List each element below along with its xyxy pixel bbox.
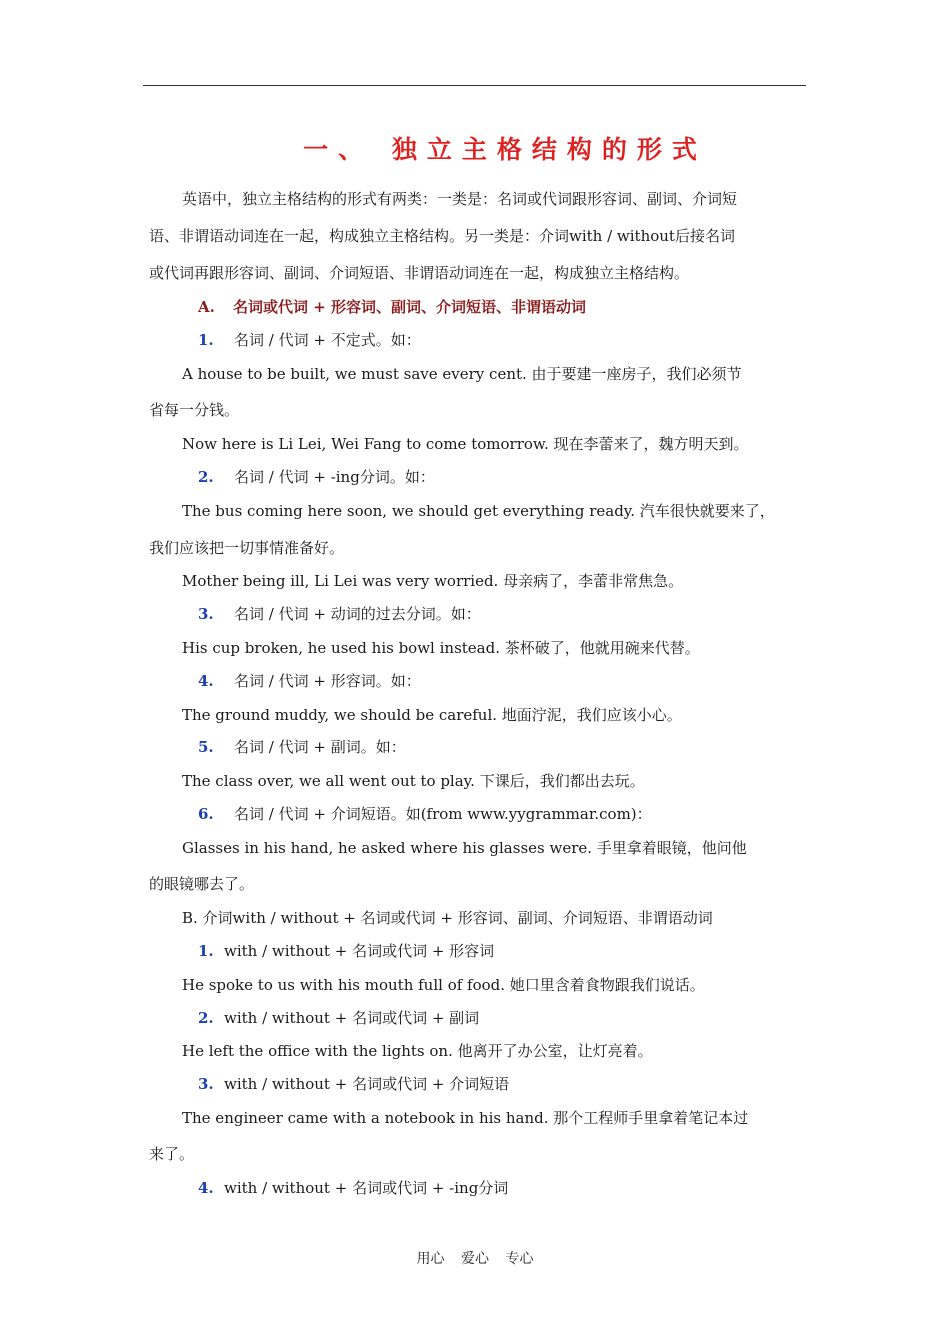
section-a-heading [198,296,586,318]
example-line: 的眼镜哪去了。 [149,875,255,893]
b-item-1 [198,940,494,962]
item-rule: with / without + 名词或代词 + 副词 [224,1009,480,1027]
example-line: 来了。 [149,1145,195,1163]
example-line: The engineer came with a notebook in his hand. 那个工程师手里拿着笔记本过 [182,1109,749,1127]
section-a-text: 名词或代词 + 形容词、副词、介词短语、非谓语动词 [233,298,587,316]
item-rule: 名词 / 代词 + 动词的过去分词。如： [234,605,481,623]
page-title: 一、 独立主格结构的形式 [303,135,707,164]
b-item-2 [198,1007,479,1029]
b-item-3 [198,1073,509,1095]
a-item-6 [198,803,652,825]
item-number: 2. [198,468,214,486]
example-line: His cup broken, he used his bowl instead. 茶杯破了，他就用碗来代替。 [182,639,700,657]
a-item-2 [198,466,435,488]
item-rule: with / without + 名词或代词 + 介词短语 [224,1075,510,1093]
item-number: 1. [198,331,214,349]
b-item-4 [198,1177,508,1199]
item-rule: with / without + 名词或代词 + 形容词 [224,942,495,960]
item-rule: 名词 / 代词 + 不定式。如： [234,331,421,349]
item-rule: 名词 / 代词 + 形容词。如： [234,672,421,690]
item-rule: 名词 / 代词 + -ing分词。如： [234,468,435,486]
example-line: 我们应该把一切事情准备好。 [149,539,345,557]
item-number: 6. [198,805,214,823]
page-footer: 用心 爱心 专心 [416,1251,534,1267]
item-number: 2. [198,1009,214,1027]
a-item-5 [198,736,406,758]
example-line: Mother being ill, Li Lei was very worried. 母亲病了，李蕾非常焦急。 [182,572,684,590]
item-rule: 名词 / 代词 + 介词短语。如(from www.yygrammar.com)： [234,805,652,823]
intro-line-1: 英语中，独立主格结构的形式有两类：一类是：名词或代词跟形容词、副词、介词短 [182,190,738,208]
intro-line-2: 语、非谓语动词连在一起，构成独立主格结构。另一类是：介词with / without后接名词 [149,227,735,245]
example-line: He spoke to us with his mouth full of food. 她口里含着食物跟我们说话。 [182,976,705,994]
item-number: 4. [198,672,214,690]
a-item-3 [198,603,481,625]
example-line: He left the office with the lights on. 他离开了办公室，让灯亮着。 [182,1042,653,1060]
example-line: The class over, we all went out to play. 下课后，我们都出去玩。 [182,772,645,790]
example-line: Now here is Li Lei, Wei Fang to come tomorrow. 现在李蕾来了，魏方明天到。 [182,435,749,453]
item-number: 4. [198,1179,214,1197]
example-line: The bus coming here soon, we should get everything ready. 汽车很快就要来了， [182,502,775,520]
example-line: 省每一分钱。 [149,401,240,419]
item-number: 3. [198,605,214,623]
item-number: 3. [198,1075,214,1093]
section-b-heading: B. 介词with / without + 名词或代词 + 形容词、副词、介词短语、非谓语动词 [182,909,713,927]
intro-line-3: 或代词再跟形容词、副词、介词短语、非谓语动词连在一起，构成独立主格结构。 [149,264,690,282]
a-item-4 [198,670,421,692]
example-line: Glasses in his hand, he asked where his glasses were. 手里拿着眼镜，他问他 [182,839,747,857]
item-number: 1. [198,942,214,960]
item-rule: with / without + 名词或代词 + -ing分词 [224,1179,509,1197]
example-line: A house to be built, we must save every cent. 由于要建一座房子，我们必须节 [182,365,742,383]
example-line: The ground muddy, we should be careful. 地面泞泥，我们应该小心。 [182,706,682,724]
item-rule: 名词 / 代词 + 副词。如： [234,738,406,756]
section-a-label: A. [198,298,215,316]
a-item-1 [198,329,421,351]
item-number: 5. [198,738,214,756]
header-rule [143,85,806,86]
